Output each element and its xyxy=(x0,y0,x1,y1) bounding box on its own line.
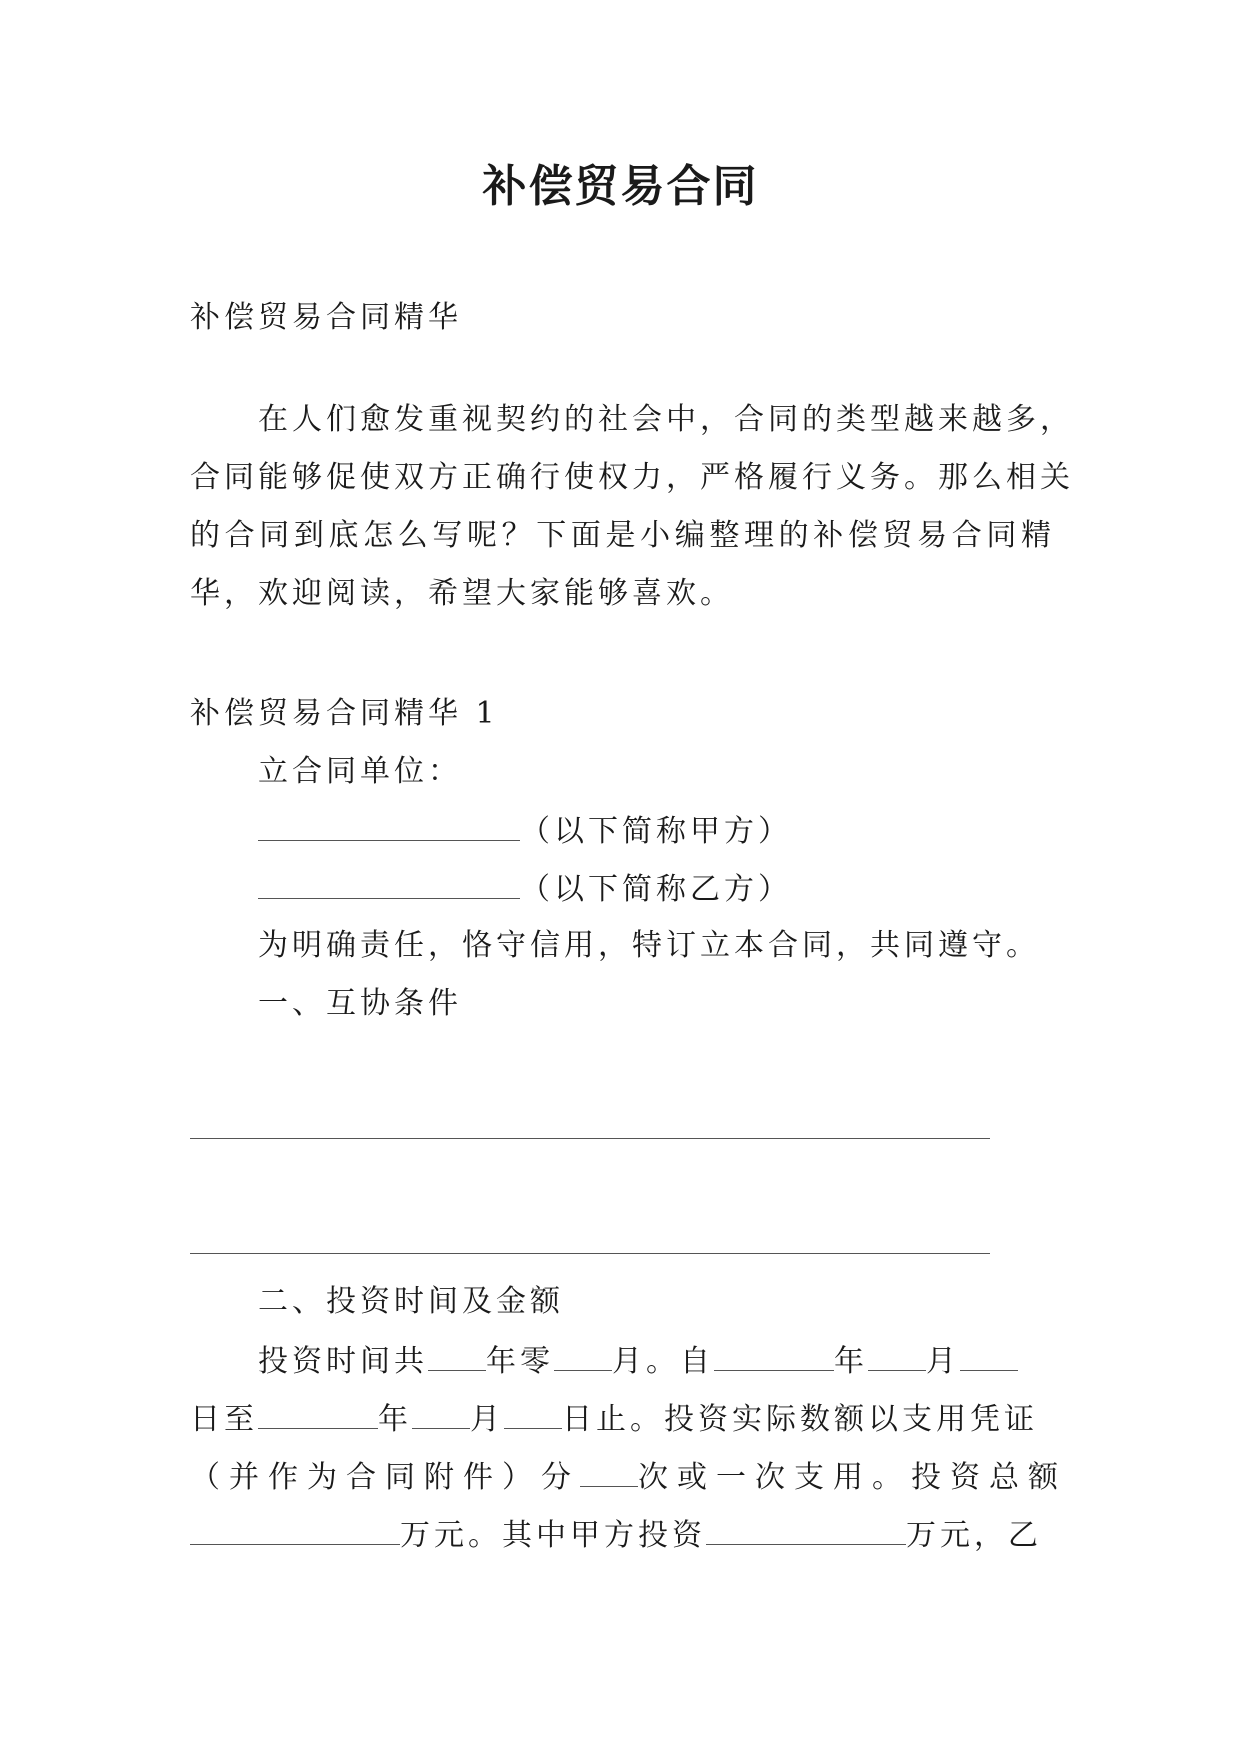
text: 月 xyxy=(926,1344,960,1379)
intro-line-1: 在人们愈发重视契约的社会中，合同的类型越来越多， xyxy=(258,402,1074,437)
party-a-line xyxy=(258,810,792,852)
start-year-blank[interactable] xyxy=(714,1340,834,1371)
party-b-label: （以下简称乙方） xyxy=(520,872,792,907)
parties-label: 立合同单位： xyxy=(258,754,462,789)
text: 次或一次支用。投资总额 xyxy=(638,1460,1067,1495)
party-a-label: （以下简称甲方） xyxy=(520,814,792,849)
party-a-blank[interactable] xyxy=(258,810,520,841)
text: 年 xyxy=(378,1402,412,1437)
text: 日止。投资实际数额以支用凭证 xyxy=(562,1402,1038,1437)
clause-1-blank-line-2[interactable] xyxy=(190,1253,990,1254)
text: 万元，乙 xyxy=(906,1518,1042,1553)
text: 月。自 xyxy=(612,1344,714,1379)
text: 日至 xyxy=(190,1402,258,1437)
installments-blank[interactable] xyxy=(580,1456,638,1487)
end-day-blank[interactable] xyxy=(504,1398,562,1429)
clause-2-line-4 xyxy=(190,1514,1042,1556)
clause-1-blank-line-1[interactable] xyxy=(190,1138,990,1139)
document-subtitle: 补偿贸易合同精华 xyxy=(190,300,462,335)
clause-2-line-2 xyxy=(190,1398,1038,1440)
end-month-blank[interactable] xyxy=(412,1398,470,1429)
section-heading: 补偿贸易合同精华 1 xyxy=(190,696,499,731)
end-year-blank[interactable] xyxy=(258,1398,378,1429)
months-blank[interactable] xyxy=(554,1340,612,1371)
text: 年 xyxy=(834,1344,868,1379)
years-blank[interactable] xyxy=(428,1340,486,1371)
document-title: 补偿贸易合同 xyxy=(482,161,759,212)
total-investment-blank[interactable] xyxy=(190,1514,400,1545)
text: 月 xyxy=(470,1402,504,1437)
party-b-blank[interactable] xyxy=(258,868,520,899)
preamble: 为明确责任，恪守信用，特订立本合同，共同遵守。 xyxy=(258,928,1040,963)
party-a-investment-blank[interactable] xyxy=(706,1514,906,1545)
text: 投资时间共 xyxy=(258,1344,428,1379)
text: （并作为合同附件）分 xyxy=(190,1460,580,1495)
text: 年零 xyxy=(486,1344,554,1379)
clause-2-line-1 xyxy=(258,1340,1018,1382)
start-month-blank[interactable] xyxy=(868,1340,926,1371)
intro-line-4: 华，欢迎阅读，希望大家能够喜欢。 xyxy=(190,576,734,611)
clause-2-heading: 二、投资时间及金额 xyxy=(258,1284,564,1319)
intro-line-3: 的合同到底怎么写呢？下面是小编整理的补偿贸易合同精 xyxy=(190,518,1055,553)
intro-line-2: 合同能够促使双方正确行使权力，严格履行义务。那么相关 xyxy=(190,460,1074,495)
text: 万元。其中甲方投资 xyxy=(400,1518,706,1553)
party-b-line xyxy=(258,868,792,910)
start-day-blank[interactable] xyxy=(960,1340,1018,1371)
clause-1-heading: 一、互协条件 xyxy=(258,986,462,1021)
clause-2-line-3 xyxy=(190,1456,1067,1498)
